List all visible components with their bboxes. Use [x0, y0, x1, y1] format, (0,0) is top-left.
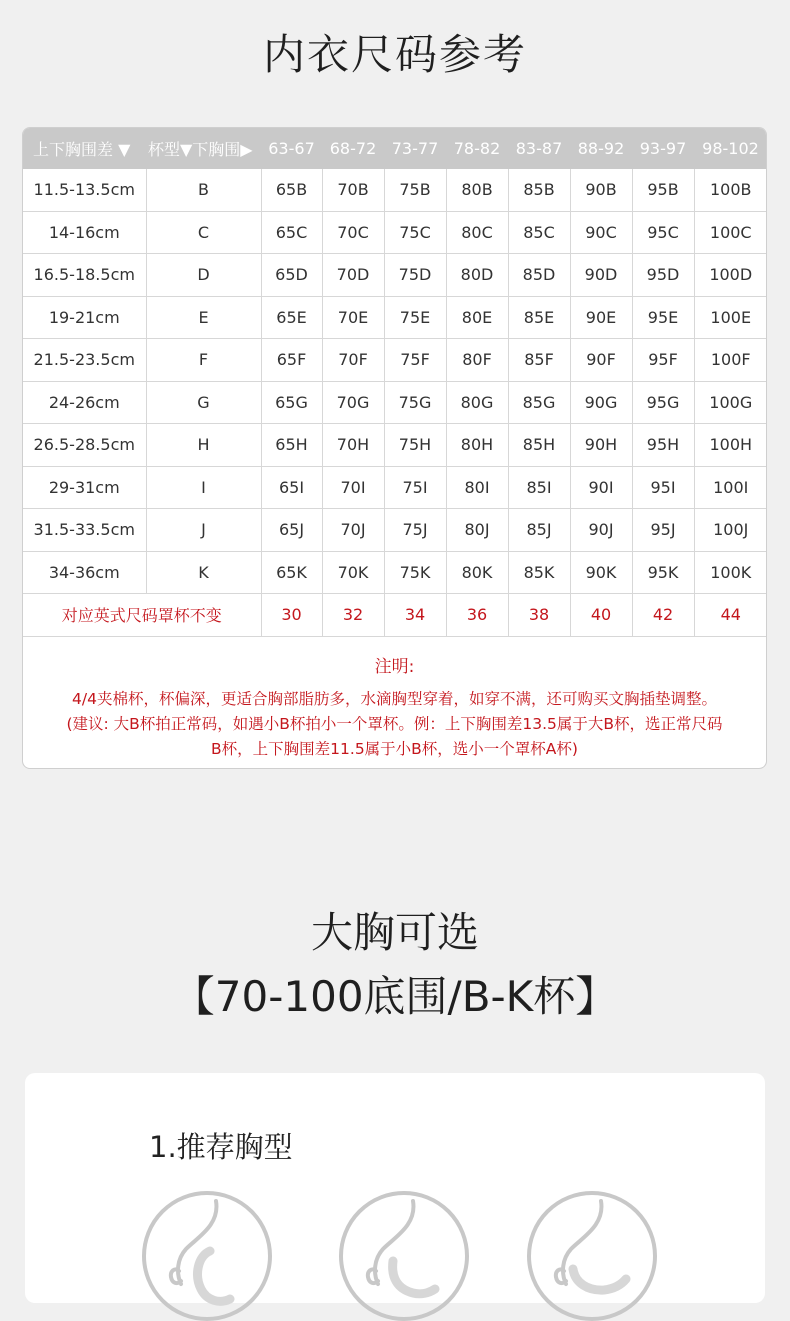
uk-size-value: 38: [508, 594, 570, 637]
table-row: [23, 296, 767, 339]
table-cell: 70K: [322, 551, 384, 594]
size-table: [23, 128, 767, 637]
header-range-68-72: 68-72: [322, 128, 384, 169]
table-cell: 85H: [508, 424, 570, 467]
table-cell: 85K: [508, 551, 570, 594]
table-cell: 85I: [508, 466, 570, 509]
table-cell: 90D: [570, 254, 632, 297]
breast-shape-icon-3: [527, 1191, 657, 1321]
table-cell: 95B: [632, 169, 694, 211]
header-range-83-87: 83-87: [508, 128, 570, 169]
table-cell: 100H: [694, 424, 767, 467]
table-cell: 75F: [384, 339, 446, 382]
table-cell: 16.5-18.5cm: [23, 254, 146, 297]
table-row: [23, 169, 767, 211]
table-cell: 29-31cm: [23, 466, 146, 509]
table-cell: E: [146, 296, 261, 339]
table-cell: 65C: [261, 211, 322, 254]
table-cell: 100E: [694, 296, 767, 339]
table-cell: G: [146, 381, 261, 424]
table-cell: 75B: [384, 169, 446, 211]
table-cell: 70J: [322, 509, 384, 552]
table-cell: 85J: [508, 509, 570, 552]
table-cell: 90J: [570, 509, 632, 552]
table-cell: 90B: [570, 169, 632, 211]
table-cell: 95F: [632, 339, 694, 382]
table-cell: 80F: [446, 339, 508, 382]
table-cell: I: [146, 466, 261, 509]
table-row: [23, 551, 767, 594]
table-cell: 100D: [694, 254, 767, 297]
note-line: (建议: 大B杯拍正常码，如遇小B杯拍小一个罩杯。例：上下胸围差13.5属于大B杯，选正常尺码: [66, 714, 723, 733]
table-cell: 65H: [261, 424, 322, 467]
table-cell: B: [146, 169, 261, 211]
table-cell: 85B: [508, 169, 570, 211]
table-cell: 85E: [508, 296, 570, 339]
table-cell: 85F: [508, 339, 570, 382]
table-cell: 80I: [446, 466, 508, 509]
table-cell: 70E: [322, 296, 384, 339]
table-cell: 85G: [508, 381, 570, 424]
table-cell: 14-16cm: [23, 211, 146, 254]
table-cell: J: [146, 509, 261, 552]
section-title-main: 大胸可选: [310, 908, 479, 957]
table-cell: 70H: [322, 424, 384, 467]
header-range-93-97: 93-97: [632, 128, 694, 169]
table-cell: 75G: [384, 381, 446, 424]
breast-shape-icon-2: [339, 1191, 469, 1321]
table-cell: 19-21cm: [23, 296, 146, 339]
header-bust-diff: 上下胸围差 ▼: [23, 128, 146, 169]
table-cell: 90C: [570, 211, 632, 254]
table-cell: 65F: [261, 339, 322, 382]
table-cell: 85C: [508, 211, 570, 254]
table-cell: 21.5-23.5cm: [23, 339, 146, 382]
table-cell: 90I: [570, 466, 632, 509]
note-block: [23, 637, 766, 762]
uk-size-value: 32: [322, 594, 384, 637]
table-cell: 80H: [446, 424, 508, 467]
table-cell: K: [146, 551, 261, 594]
size-chart-card: [22, 127, 767, 769]
table-cell: 75J: [384, 509, 446, 552]
table-cell: 75C: [384, 211, 446, 254]
uk-size-row: [23, 594, 767, 637]
table-cell: F: [146, 339, 261, 382]
table-cell: 11.5-13.5cm: [23, 169, 146, 211]
table-cell: 100I: [694, 466, 767, 509]
header-range-63-67: 63-67: [261, 128, 322, 169]
table-cell: 85D: [508, 254, 570, 297]
table-cell: 95J: [632, 509, 694, 552]
header-cup-underbust: 杯型▼下胸围▶: [146, 128, 261, 169]
uk-size-value: 36: [446, 594, 508, 637]
table-cell: 75K: [384, 551, 446, 594]
table-cell: 65D: [261, 254, 322, 297]
table-cell: 100G: [694, 381, 767, 424]
uk-size-value: 42: [632, 594, 694, 637]
uk-size-label: 对应英式尺码罩杯不变: [23, 594, 261, 637]
table-cell: 65I: [261, 466, 322, 509]
table-cell: 95C: [632, 211, 694, 254]
table-cell: 75E: [384, 296, 446, 339]
header-range-73-77: 73-77: [384, 128, 446, 169]
table-cell: 90K: [570, 551, 632, 594]
table-cell: 80G: [446, 381, 508, 424]
table-row: [23, 466, 767, 509]
table-cell: 90G: [570, 381, 632, 424]
table-cell: 24-26cm: [23, 381, 146, 424]
breast-shape-icon-1: [142, 1191, 272, 1321]
table-cell: 70D: [322, 254, 384, 297]
table-cell: 65B: [261, 169, 322, 211]
table-cell: 31.5-33.5cm: [23, 509, 146, 552]
uk-size-value: 44: [694, 594, 767, 637]
uk-size-value: 40: [570, 594, 632, 637]
table-cell: 90H: [570, 424, 632, 467]
table-cell: 100K: [694, 551, 767, 594]
table-cell: 90F: [570, 339, 632, 382]
table-cell: 80C: [446, 211, 508, 254]
table-row: [23, 339, 767, 382]
table-cell: 95K: [632, 551, 694, 594]
table-cell: 95H: [632, 424, 694, 467]
recommend-heading: 1.推荐胸型: [149, 1130, 293, 1164]
recommend-panel: [25, 1073, 765, 1303]
table-cell: 80E: [446, 296, 508, 339]
page-title: 内衣尺码参考: [262, 30, 527, 79]
header-range-98-102: 98-102: [694, 128, 767, 169]
table-cell: 70G: [322, 381, 384, 424]
table-cell: 95I: [632, 466, 694, 509]
table-cell: 65J: [261, 509, 322, 552]
table-row: [23, 509, 767, 552]
table-cell: 65K: [261, 551, 322, 594]
table-cell: 70I: [322, 466, 384, 509]
table-cell: 70F: [322, 339, 384, 382]
table-cell: 90E: [570, 296, 632, 339]
table-cell: 34-36cm: [23, 551, 146, 594]
note-line: B杯，上下胸围差11.5属于小B杯，选小一个罩杯A杯): [211, 739, 578, 758]
section-title-sub: 【70-100底围/B-K杯】: [172, 972, 618, 1021]
table-cell: 70B: [322, 169, 384, 211]
table-cell: C: [146, 211, 261, 254]
note-title: 注明:: [374, 656, 415, 677]
table-cell: 26.5-28.5cm: [23, 424, 146, 467]
table-cell: 95G: [632, 381, 694, 424]
table-cell: 75I: [384, 466, 446, 509]
table-cell: 65E: [261, 296, 322, 339]
table-cell: D: [146, 254, 261, 297]
table-row: [23, 424, 767, 467]
table-cell: 100F: [694, 339, 767, 382]
table-cell: 75D: [384, 254, 446, 297]
uk-size-value: 34: [384, 594, 446, 637]
table-cell: 80D: [446, 254, 508, 297]
table-cell: 65G: [261, 381, 322, 424]
table-cell: 75H: [384, 424, 446, 467]
table-cell: 100C: [694, 211, 767, 254]
table-cell: 80J: [446, 509, 508, 552]
table-cell: 80K: [446, 551, 508, 594]
uk-size-value: 30: [261, 594, 322, 637]
table-cell: 100J: [694, 509, 767, 552]
header-range-88-92: 88-92: [570, 128, 632, 169]
table-cell: 70C: [322, 211, 384, 254]
note-line: 4/4夹棉杯，杯偏深，更适合胸部脂肪多，水滴胸型穿着，如穿不满，还可购买文胸插垫调整。: [72, 689, 717, 708]
table-cell: H: [146, 424, 261, 467]
table-cell: 100B: [694, 169, 767, 211]
table-row: [23, 254, 767, 297]
table-header-row: [23, 128, 767, 169]
table-row: [23, 211, 767, 254]
table-cell: 95D: [632, 254, 694, 297]
header-range-78-82: 78-82: [446, 128, 508, 169]
table-cell: 95E: [632, 296, 694, 339]
table-row: [23, 381, 767, 424]
table-cell: 80B: [446, 169, 508, 211]
